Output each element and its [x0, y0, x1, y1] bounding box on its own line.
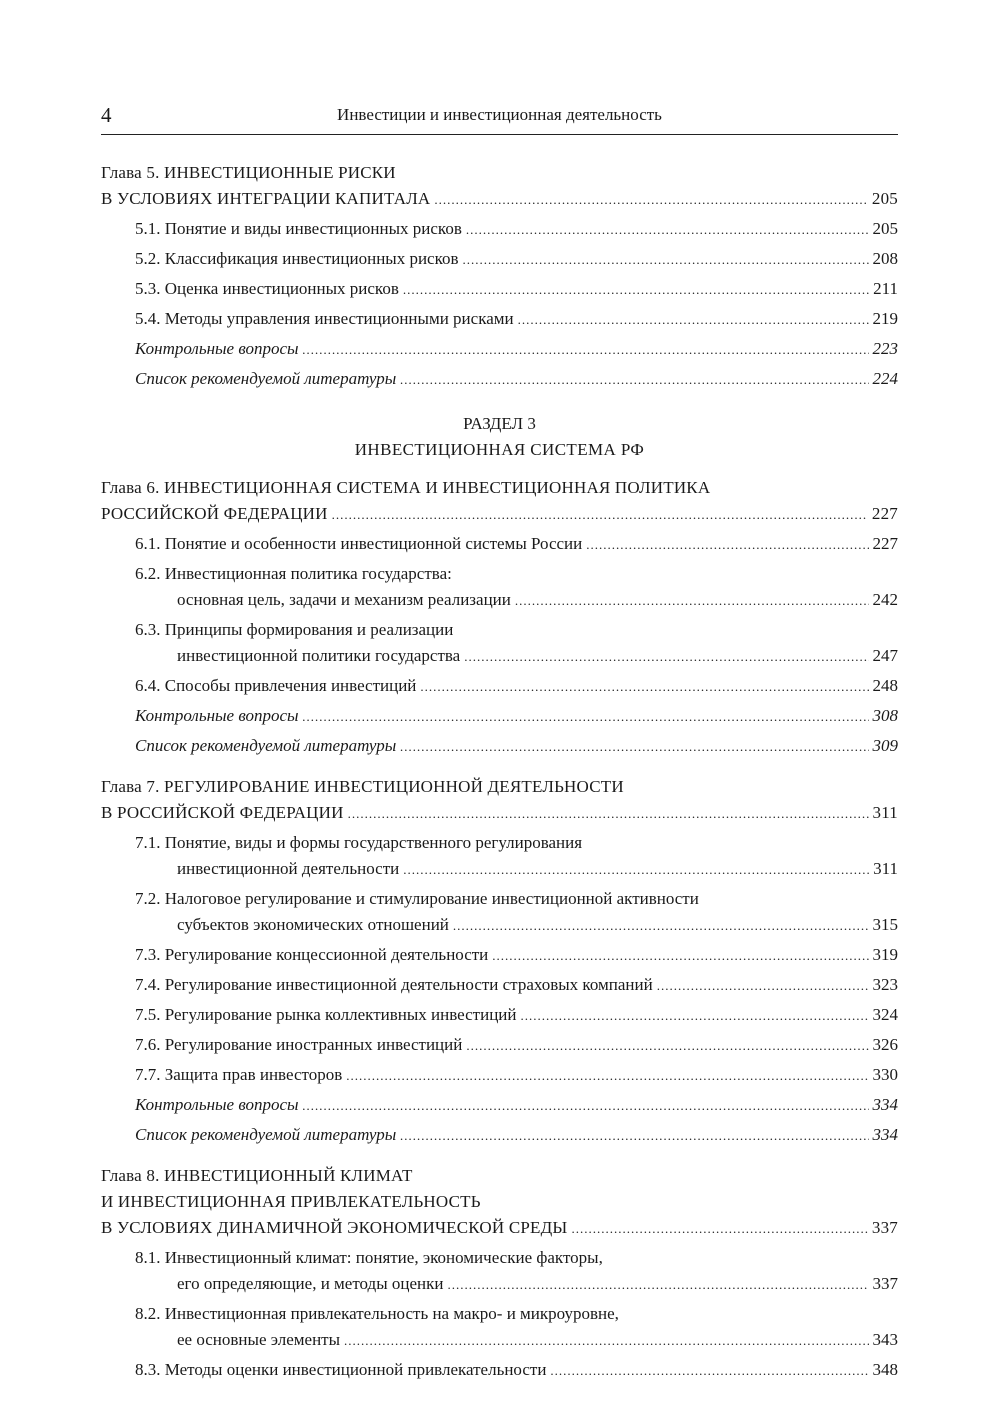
chapter-title-line: Глава 6. ИНВЕСТИЦИОННАЯ СИСТЕМА И ИНВЕСТИЦИОННАЯ ПОЛИТИКА — [101, 478, 711, 497]
toc-entry-questions[interactable] — [101, 336, 898, 363]
dot-leader — [515, 588, 869, 614]
page-ref: 348 — [872, 1360, 898, 1379]
page-ref: 247 — [872, 646, 898, 665]
entry-title: Список рекомендуемой литературы — [135, 369, 397, 388]
toc-entry[interactable] — [101, 276, 898, 303]
page-ref: 311 — [872, 803, 898, 822]
entry-title: 7.7. Защита прав инвесторов — [135, 1065, 343, 1084]
dot-leader — [518, 307, 869, 333]
dot-leader — [463, 247, 869, 273]
dot-leader — [466, 217, 869, 243]
dot-leader — [303, 337, 869, 363]
page-ref: 223 — [872, 339, 898, 358]
entry-title-line: 7.2. Налоговое регулирование и стимулирование инвестиционной активности — [135, 889, 699, 908]
entry-title: 7.3. Регулирование концессионной деятельности — [135, 945, 489, 964]
entry-title: Список рекомендуемой литературы — [135, 736, 397, 755]
toc-entry[interactable] — [101, 531, 898, 558]
page-ref: 248 — [872, 676, 898, 695]
dot-leader — [434, 187, 867, 213]
entry-title: Контрольные вопросы — [135, 1095, 299, 1114]
dot-leader — [420, 674, 868, 700]
entry-title: 7.4. Регулирование инвестиционной деятельности страховых компаний — [135, 975, 653, 994]
dot-leader — [303, 1093, 869, 1119]
page-ref: 309 — [872, 736, 898, 755]
entry-title-line: субъектов экономических отношений — [177, 915, 449, 934]
dot-leader — [400, 734, 868, 760]
dot-leader — [403, 857, 869, 883]
dot-leader — [571, 1216, 867, 1242]
entry-title-line: 8.2. Инвестиционная привлекательность на макро- и микроуровне, — [135, 1304, 619, 1323]
toc-entry-literature[interactable] — [101, 366, 898, 393]
page-ref: 227 — [872, 534, 898, 553]
dot-leader — [466, 1033, 868, 1059]
chapter-title-line: В РОССИЙСКОЙ ФЕДЕРАЦИИ — [101, 803, 344, 822]
dot-leader — [348, 801, 869, 827]
page-ref: 330 — [872, 1065, 898, 1084]
toc-entry[interactable] — [101, 1032, 898, 1059]
page-ref: 323 — [872, 975, 898, 994]
page-ref: 319 — [872, 945, 898, 964]
dot-leader — [657, 973, 869, 999]
toc-entry-literature[interactable] — [101, 733, 898, 760]
page-ref: 211 — [873, 279, 898, 298]
dot-leader — [521, 1003, 869, 1029]
toc-entry-literature[interactable] — [101, 1122, 898, 1149]
dot-leader — [453, 913, 869, 939]
dot-leader — [447, 1272, 868, 1298]
chapter-title-row[interactable] — [101, 501, 898, 528]
dot-leader — [344, 1328, 868, 1354]
page-ref: 208 — [872, 249, 898, 268]
toc-entry[interactable] — [101, 306, 898, 333]
toc-entry[interactable] — [101, 972, 898, 999]
toc-entry[interactable] — [101, 886, 898, 939]
table-of-contents — [101, 160, 898, 1384]
entry-title: Контрольные вопросы — [135, 706, 299, 725]
dot-leader — [303, 704, 869, 730]
dot-leader — [346, 1063, 868, 1089]
entry-title-line: 7.1. Понятие, виды и формы государственного регулирования — [135, 833, 583, 852]
page-ref: 343 — [872, 1330, 898, 1349]
page-ref: 334 — [872, 1125, 898, 1144]
chapter-title-line: И ИНВЕСТИЦИОННАЯ ПРИВЛЕКАТЕЛЬНОСТЬ — [101, 1192, 481, 1211]
dot-leader — [464, 644, 868, 670]
entry-title-line: 6.2. Инвестиционная политика государства: — [135, 564, 452, 583]
dot-leader — [492, 943, 868, 969]
dot-leader — [550, 1358, 868, 1384]
entry-title-line: инвестиционной деятельности — [177, 859, 400, 878]
page-ref: 227 — [871, 504, 898, 523]
chapter-5 — [101, 160, 898, 393]
toc-entry[interactable] — [101, 673, 898, 700]
page-ref: 334 — [872, 1095, 898, 1114]
page-ref: 205 — [872, 219, 898, 238]
page-ref: 242 — [872, 590, 898, 609]
chapter-title-line: Глава 5. ИНВЕСТИЦИОННЫЕ РИСКИ — [101, 163, 396, 182]
part-number: РАЗДЕЛ 3 — [463, 414, 536, 433]
toc-entry[interactable] — [101, 216, 898, 243]
part-title: ИНВЕСТИЦИОННАЯ СИСТЕМА РФ — [354, 440, 645, 459]
toc-entry[interactable] — [101, 1301, 898, 1354]
toc-entry[interactable] — [101, 942, 898, 969]
chapter-7 — [101, 774, 898, 1149]
entry-title-line: основная цель, задачи и механизм реализации — [177, 590, 511, 609]
chapter-title-line: В УСЛОВИЯХ ДИНАМИЧНОЙ ЭКОНОМИЧЕСКОЙ СРЕДЫ — [101, 1218, 568, 1237]
dot-leader — [400, 1123, 868, 1149]
chapter-6 — [101, 475, 898, 760]
entry-title: 6.1. Понятие и особенности инвестиционной системы России — [135, 534, 583, 553]
dot-leader — [400, 367, 868, 393]
chapter-title-line: Глава 7. РЕГУЛИРОВАНИЕ ИНВЕСТИЦИОННОЙ ДЕЯТЕЛЬНОСТИ — [101, 777, 624, 796]
entry-title: 5.4. Методы управления инвестиционными рисками — [135, 309, 514, 328]
dot-leader — [332, 502, 868, 528]
part-heading — [101, 411, 898, 463]
chapter-title-line: Глава 8. ИНВЕСТИЦИОННЫЙ КЛИМАТ — [101, 1166, 413, 1185]
chapter-title-row[interactable] — [101, 800, 898, 827]
entry-title-line: 8.1. Инвестиционный климат: понятие, экономические факторы, — [135, 1248, 603, 1267]
page-number: 4 — [101, 103, 112, 127]
page-ref: 337 — [871, 1218, 898, 1237]
entry-title-line: инвестиционной политики государства — [177, 646, 461, 665]
entry-title: 5.3. Оценка инвестиционных рисков — [135, 279, 399, 298]
page-ref: 311 — [873, 859, 898, 878]
toc-entry[interactable] — [101, 617, 898, 670]
entry-title-line: его определяющие, и методы оценки — [177, 1274, 444, 1293]
entry-title: 5.1. Понятие и виды инвестиционных рисков — [135, 219, 462, 238]
chapter-8 — [101, 1163, 898, 1384]
toc-entry[interactable] — [101, 1245, 898, 1298]
running-title: Инвестиции и инвестиционная деятельность — [337, 105, 662, 124]
entry-title: 6.4. Способы привлечения инвестиций — [135, 676, 417, 695]
dot-leader — [586, 532, 868, 558]
chapter-title-row[interactable] — [101, 186, 898, 213]
entry-title-line: ее основные элементы — [177, 1330, 341, 1349]
chapter-title-row[interactable] — [101, 1215, 898, 1242]
entry-title: 7.5. Регулирование рынка коллективных инвестиций — [135, 1005, 517, 1024]
entry-title: 7.6. Регулирование иностранных инвестиций — [135, 1035, 463, 1054]
page-ref: 219 — [872, 309, 898, 328]
toc-entry[interactable] — [101, 1062, 898, 1089]
page-ref: 205 — [871, 189, 898, 208]
page-ref: 308 — [872, 706, 898, 725]
toc-entry[interactable] — [101, 561, 898, 614]
page-ref: 326 — [872, 1035, 898, 1054]
page-ref: 224 — [872, 369, 898, 388]
entry-title: 5.2. Классификация инвестиционных рисков — [135, 249, 459, 268]
entry-title: 8.3. Методы оценки инвестиционной привлекательности — [135, 1360, 547, 1379]
chapter-title-line: В УСЛОВИЯХ ИНТЕГРАЦИИ КАПИТАЛА — [101, 189, 431, 208]
toc-entry[interactable] — [101, 246, 898, 273]
page-ref: 324 — [872, 1005, 898, 1024]
page-ref: 315 — [872, 915, 898, 934]
dot-leader — [403, 277, 869, 303]
running-header — [101, 100, 898, 135]
entry-title: Список рекомендуемой литературы — [135, 1125, 397, 1144]
toc-entry-questions[interactable] — [101, 1092, 898, 1119]
entry-title: Контрольные вопросы — [135, 339, 299, 358]
toc-entry-questions[interactable] — [101, 703, 898, 730]
toc-entry[interactable] — [101, 1002, 898, 1029]
entry-title-line: 6.3. Принципы формирования и реализации — [135, 620, 454, 639]
toc-entry[interactable] — [101, 830, 898, 883]
chapter-title-line: РОССИЙСКОЙ ФЕДЕРАЦИИ — [101, 504, 328, 523]
page-ref: 337 — [872, 1274, 898, 1293]
toc-entry[interactable] — [101, 1357, 898, 1384]
